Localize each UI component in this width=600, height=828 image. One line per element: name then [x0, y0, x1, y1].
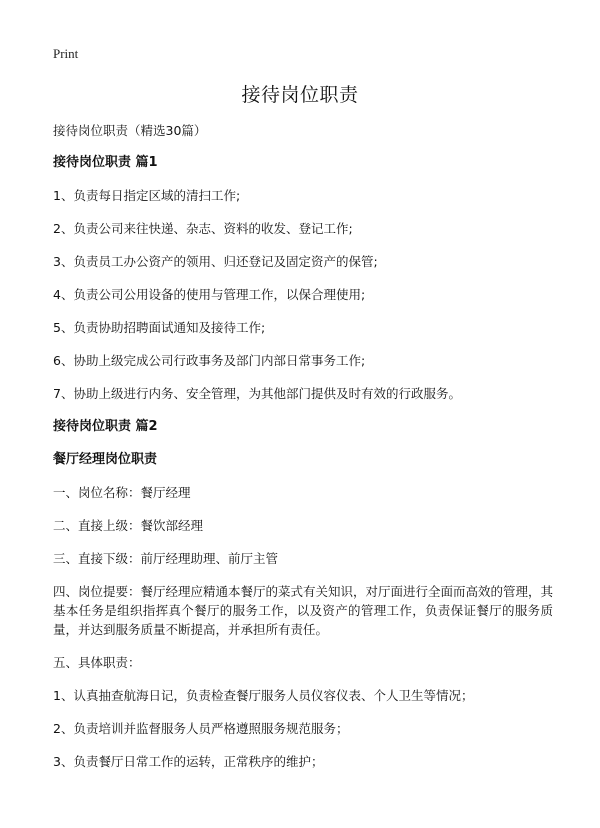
section-heading: 接待岗位职责 篇2	[53, 419, 158, 434]
list-item: 7、协助上级进行内务、安全管理，为其他部门提供及时有效的行政服务。	[53, 386, 461, 401]
list-item: 一、岗位名称：餐厅经理	[53, 485, 191, 500]
section-subheading: 餐厅经理岗位职责	[53, 452, 158, 467]
paragraph: 四、岗位提要：餐厅经理应精通本餐厅的菜式有关知识，对厅面进行全面而高效的管理，其基本任务是组织指挥真个餐厅的服务工作，以及资产的管理工作，负责保证餐厅的服务质量，并达到服务质量不断提高，并承担所有责任。	[53, 584, 554, 637]
list-item: 1、负责每日指定区域的清扫工作;	[53, 188, 241, 203]
list-item: 6、协助上级完成公司行政事务及部门内部日常事务工作;	[53, 353, 366, 368]
list-item: 4、负责公司公用设备的使用与管理工作，以保合理使用;	[53, 287, 366, 302]
list-item: 1、认真抽查航海日记，负责检查餐厅服务人员仪容仪表、个人卫生等情况；	[53, 688, 474, 703]
list-item: 五、具体职责：	[53, 655, 141, 670]
list-item: 3、负责员工办公资产的领用、归还登记及固定资产的保管;	[53, 254, 378, 269]
list-item: 5、负责协助招聘面试通知及接待工作;	[53, 320, 266, 335]
list-item: 二、直接上级：餐饮部经理	[53, 518, 204, 533]
document-subtitle: 接待岗位职责（精选30篇）	[53, 123, 207, 138]
document-body	[53, 121, 553, 785]
document-title: 接待岗位职责	[241, 84, 359, 106]
list-item: 2、负责培训并监督服务人员严格遵照服务规范服务；	[53, 721, 349, 736]
list-item: 2、负责公司来往快递、杂志、资料的收发、登记工作;	[53, 221, 353, 236]
print-label: Print	[53, 46, 79, 61]
section-heading: 接待岗位职责 篇1	[53, 155, 158, 170]
list-item: 3、负责餐厅日常工作的运转，正常秩序的维护；	[53, 754, 324, 769]
list-item: 三、直接下级：前厅经理助理、前厅主管	[53, 551, 279, 566]
